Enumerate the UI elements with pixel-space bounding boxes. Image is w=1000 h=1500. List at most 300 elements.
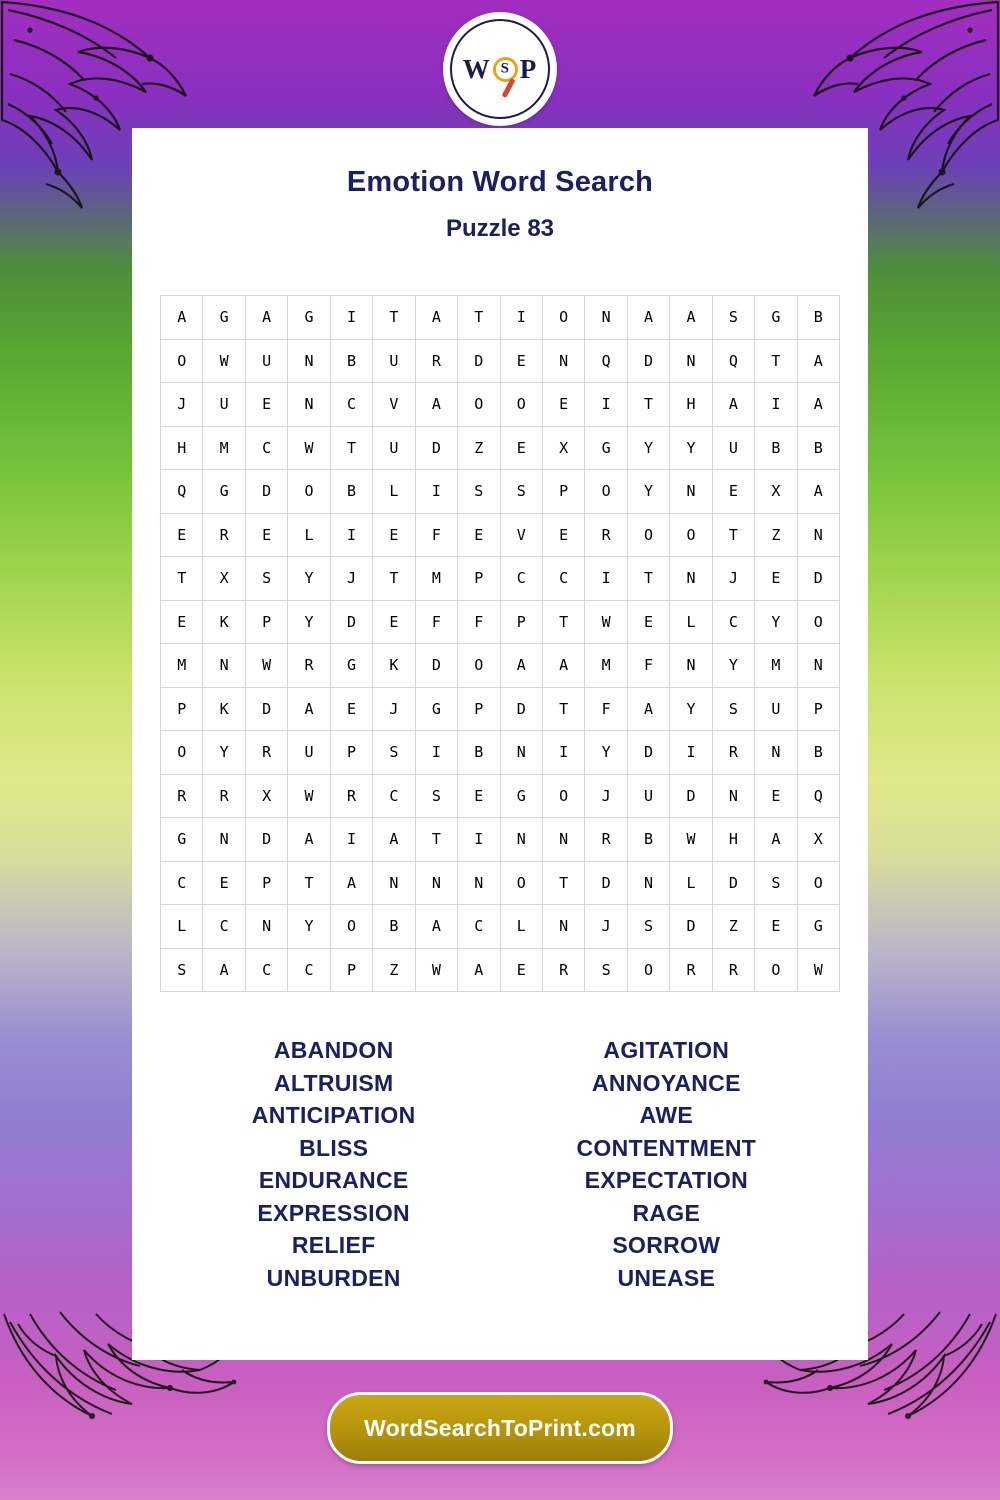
grid-cell[interactable]: R (288, 644, 330, 688)
grid-cell[interactable]: M (161, 644, 203, 688)
grid-cell[interactable]: U (755, 687, 797, 731)
grid-cell[interactable]: N (797, 513, 839, 557)
grid-cell[interactable]: M (415, 557, 457, 601)
word-list-item: ANTICIPATION (251, 1102, 416, 1128)
logo-letter-w: W (462, 53, 491, 84)
grid-cell[interactable]: R (712, 948, 754, 992)
grid-cell[interactable]: K (373, 644, 415, 688)
grid-cell[interactable]: J (585, 905, 627, 949)
grid-cell[interactable]: O (670, 513, 712, 557)
grid-cell[interactable]: U (712, 426, 754, 470)
site-url-badge[interactable] (327, 1392, 673, 1464)
grid-row (161, 426, 840, 470)
grid-cell[interactable]: N (288, 339, 330, 383)
grid-cell[interactable]: H (670, 383, 712, 427)
grid-cell[interactable]: F (415, 513, 457, 557)
grid-cell[interactable]: O (330, 905, 372, 949)
grid-cell[interactable]: L (670, 600, 712, 644)
grid-row (161, 774, 840, 818)
grid-cell[interactable]: J (712, 557, 754, 601)
grid-row (161, 600, 840, 644)
grid-cell[interactable]: D (245, 470, 287, 514)
grid-cell[interactable]: N (542, 818, 584, 862)
grid-cell[interactable]: E (330, 687, 372, 731)
grid-cell[interactable]: D (670, 774, 712, 818)
grid-cell[interactable]: O (755, 948, 797, 992)
grid-cell[interactable]: R (712, 731, 754, 775)
grid-cell[interactable]: J (373, 687, 415, 731)
grid-cell[interactable]: T (373, 296, 415, 340)
grid-cell[interactable]: H (712, 818, 754, 862)
word-list-left-column (192, 1034, 475, 1294)
grid-row (161, 513, 840, 557)
grid-cell[interactable]: B (373, 905, 415, 949)
word-list-item: AWE (639, 1102, 693, 1128)
grid-cell[interactable]: K (203, 600, 245, 644)
grid-row (161, 557, 840, 601)
grid-cell[interactable]: A (542, 644, 584, 688)
grid-cell[interactable]: W (203, 339, 245, 383)
grid-cell[interactable]: C (500, 557, 542, 601)
grid-cell[interactable]: W (797, 948, 839, 992)
magnifier-icon (493, 57, 518, 82)
grid-cell[interactable]: O (627, 513, 669, 557)
word-list-item: UNBURDEN (266, 1264, 401, 1291)
grid-cell[interactable]: T (627, 557, 669, 601)
grid-cell[interactable]: E (542, 513, 584, 557)
grid-cell[interactable]: A (245, 296, 287, 340)
grid-cell[interactable]: F (627, 644, 669, 688)
grid-cell[interactable]: R (415, 339, 457, 383)
grid-cell[interactable]: H (161, 426, 203, 470)
grid-cell[interactable]: B (627, 818, 669, 862)
grid-cell[interactable]: F (458, 600, 500, 644)
grid-cell[interactable]: N (458, 861, 500, 905)
grid-cell[interactable]: L (288, 513, 330, 557)
grid-cell[interactable]: U (373, 426, 415, 470)
grid-cell[interactable]: D (245, 687, 287, 731)
grid-cell[interactable]: S (712, 687, 754, 731)
grid-cell[interactable]: L (670, 861, 712, 905)
logo-circle (450, 19, 550, 119)
grid-cell[interactable]: Z (458, 426, 500, 470)
grid-cell[interactable]: D (627, 339, 669, 383)
grid-cell[interactable]: R (203, 774, 245, 818)
logo-letter-s: S (500, 60, 510, 77)
grid-cell[interactable]: A (288, 818, 330, 862)
grid-cell[interactable]: T (542, 600, 584, 644)
grid-cell[interactable]: O (627, 948, 669, 992)
grid-cell[interactable]: S (373, 731, 415, 775)
grid-cell[interactable]: P (330, 948, 372, 992)
grid-cell[interactable]: W (288, 774, 330, 818)
grid-cell[interactable]: Z (373, 948, 415, 992)
grid-cell[interactable]: Y (288, 557, 330, 601)
grid-cell[interactable]: U (245, 339, 287, 383)
grid-cell[interactable]: P (797, 687, 839, 731)
grid-cell[interactable]: K (203, 687, 245, 731)
grid-cell[interactable]: O (458, 383, 500, 427)
word-list-item: UNEASE (617, 1264, 716, 1291)
grid-cell[interactable]: N (755, 731, 797, 775)
grid-cell[interactable]: G (797, 905, 839, 949)
grid-cell[interactable]: I (415, 470, 457, 514)
grid-cell[interactable]: Y (712, 644, 754, 688)
grid-cell[interactable]: C (712, 600, 754, 644)
grid-cell[interactable]: A (203, 948, 245, 992)
grid-cell[interactable]: Y (755, 600, 797, 644)
grid-cell[interactable]: C (330, 383, 372, 427)
grid-cell[interactable]: C (245, 948, 287, 992)
grid-cell[interactable]: B (797, 296, 839, 340)
grid-cell[interactable]: N (670, 644, 712, 688)
grid-cell[interactable]: P (330, 731, 372, 775)
site-url-label: WordSearchToPrint.com (364, 1414, 636, 1441)
grid-cell[interactable]: R (585, 818, 627, 862)
grid-cell[interactable]: I (330, 513, 372, 557)
grid-cell[interactable]: C (373, 774, 415, 818)
grid-cell[interactable]: B (458, 731, 500, 775)
grid-cell[interactable]: S (712, 296, 754, 340)
grid-cell[interactable]: L (500, 905, 542, 949)
grid-cell[interactable]: N (670, 557, 712, 601)
word-list-item: AGITATION (603, 1037, 730, 1063)
grid-cell[interactable]: O (161, 339, 203, 383)
grid-cell[interactable]: Q (797, 774, 839, 818)
grid-cell[interactable]: I (670, 731, 712, 775)
grid-row (161, 948, 840, 992)
grid-cell[interactable]: R (330, 774, 372, 818)
grid-cell[interactable]: X (797, 818, 839, 862)
grid-cell[interactable]: F (585, 687, 627, 731)
grid-cell[interactable]: Q (585, 339, 627, 383)
grid-cell[interactable]: E (373, 600, 415, 644)
grid-cell[interactable]: A (797, 470, 839, 514)
grid-cell[interactable]: O (288, 470, 330, 514)
grid-cell[interactable]: N (627, 861, 669, 905)
grid-cell[interactable]: B (330, 339, 372, 383)
grid-cell[interactable]: D (330, 600, 372, 644)
grid-cell[interactable]: M (755, 644, 797, 688)
grid-cell[interactable]: N (585, 296, 627, 340)
grid-cell[interactable]: T (712, 513, 754, 557)
grid-cell[interactable]: U (627, 774, 669, 818)
grid-cell[interactable]: R (161, 774, 203, 818)
grid-cell[interactable]: Y (585, 731, 627, 775)
grid-cell[interactable]: B (797, 426, 839, 470)
grid-cell[interactable]: S (415, 774, 457, 818)
grid-cell[interactable]: R (245, 731, 287, 775)
word-list-right-column (525, 1034, 808, 1294)
grid-cell[interactable]: M (585, 644, 627, 688)
logo-letters (463, 54, 538, 85)
grid-cell[interactable]: T (542, 687, 584, 731)
grid-cell[interactable]: N (500, 818, 542, 862)
grid-cell[interactable]: A (161, 296, 203, 340)
grid-cell[interactable]: B (797, 731, 839, 775)
grid-cell[interactable]: A (415, 383, 457, 427)
grid-cell[interactable]: D (415, 644, 457, 688)
grid-cell[interactable]: O (500, 861, 542, 905)
grid-cell[interactable]: A (288, 687, 330, 731)
grid-cell[interactable]: W (245, 644, 287, 688)
grid-cell[interactable]: T (755, 339, 797, 383)
grid-cell[interactable]: O (500, 383, 542, 427)
grid-cell[interactable]: E (755, 557, 797, 601)
grid-cell[interactable]: S (755, 861, 797, 905)
grid-cell[interactable]: D (458, 339, 500, 383)
grid-cell[interactable]: W (288, 426, 330, 470)
grid-cell[interactable]: W (670, 818, 712, 862)
grid-cell[interactable]: I (755, 383, 797, 427)
grid-cell[interactable]: D (627, 731, 669, 775)
grid-cell[interactable]: C (245, 426, 287, 470)
grid-cell[interactable]: I (542, 731, 584, 775)
grid-cell[interactable]: A (373, 818, 415, 862)
logo-letter-p: P (519, 53, 538, 84)
grid-cell[interactable]: Y (627, 426, 669, 470)
grid-cell[interactable]: P (161, 687, 203, 731)
grid-cell[interactable]: Q (161, 470, 203, 514)
grid-row (161, 687, 840, 731)
grid-cell[interactable]: B (330, 470, 372, 514)
grid-cell[interactable]: N (288, 383, 330, 427)
grid-cell[interactable]: E (245, 383, 287, 427)
grid-cell[interactable]: G (161, 818, 203, 862)
grid-cell[interactable]: U (288, 731, 330, 775)
grid-cell[interactable]: G (288, 296, 330, 340)
grid-cell[interactable]: C (161, 861, 203, 905)
grid-cell[interactable]: S (585, 948, 627, 992)
grid-cell[interactable]: J (161, 383, 203, 427)
grid-cell[interactable]: E (458, 513, 500, 557)
grid-cell[interactable]: I (500, 296, 542, 340)
grid-cell[interactable]: S (161, 948, 203, 992)
grid-cell[interactable]: I (330, 296, 372, 340)
grid-cell[interactable]: U (373, 339, 415, 383)
word-list (132, 1034, 868, 1294)
grid-cell[interactable]: Y (288, 600, 330, 644)
grid-cell[interactable]: Y (670, 426, 712, 470)
grid-cell[interactable]: I (585, 383, 627, 427)
grid-cell[interactable]: G (330, 644, 372, 688)
grid-cell[interactable]: V (373, 383, 415, 427)
grid-cell[interactable]: T (161, 557, 203, 601)
grid-cell[interactable]: E (373, 513, 415, 557)
grid-cell[interactable]: D (415, 426, 457, 470)
grid-cell[interactable]: S (458, 470, 500, 514)
grid-cell[interactable]: G (585, 426, 627, 470)
word-search-grid[interactable] (160, 295, 840, 992)
grid-cell[interactable]: N (542, 905, 584, 949)
grid-cell[interactable]: T (288, 861, 330, 905)
grid-cell[interactable]: W (415, 948, 457, 992)
grid-cell[interactable]: T (627, 383, 669, 427)
grid-cell[interactable]: E (500, 339, 542, 383)
grid-row (161, 470, 840, 514)
grid-cell[interactable]: N (670, 470, 712, 514)
grid-cell[interactable]: N (203, 644, 245, 688)
grid-cell[interactable]: N (542, 339, 584, 383)
grid-cell[interactable]: T (542, 861, 584, 905)
grid-cell[interactable]: S (500, 470, 542, 514)
grid-cell[interactable]: E (755, 774, 797, 818)
grid-cell[interactable]: X (755, 470, 797, 514)
grid-cell[interactable]: A (797, 339, 839, 383)
grid-cell[interactable]: Y (670, 687, 712, 731)
grid-cell[interactable]: X (245, 774, 287, 818)
grid-cell[interactable]: T (330, 426, 372, 470)
grid-cell[interactable]: D (670, 905, 712, 949)
puzzle-sheet (132, 128, 868, 1360)
grid-cell[interactable]: R (585, 513, 627, 557)
word-list-item: EXPECTATION (584, 1167, 749, 1193)
word-list-item: ANNOYANCE (591, 1069, 741, 1096)
grid-cell[interactable]: Z (712, 905, 754, 949)
grid-cell[interactable]: Y (288, 905, 330, 949)
grid-cell[interactable]: N (245, 905, 287, 949)
grid-cell[interactable]: A (415, 296, 457, 340)
page-title: Emotion Word Search (346, 166, 654, 198)
grid-cell[interactable]: A (330, 861, 372, 905)
grid-cell[interactable]: P (500, 600, 542, 644)
grid-cell[interactable]: L (161, 905, 203, 949)
grid-cell[interactable]: T (415, 818, 457, 862)
grid-cell[interactable]: A (458, 948, 500, 992)
grid-cell[interactable]: J (585, 774, 627, 818)
word-list-item: EXPRESSION (257, 1199, 410, 1226)
grid-cell[interactable]: P (458, 687, 500, 731)
grid-cell[interactable]: E (755, 905, 797, 949)
grid-cell[interactable]: O (542, 774, 584, 818)
grid-cell[interactable]: E (627, 600, 669, 644)
grid-cell[interactable]: T (373, 557, 415, 601)
grid-cell[interactable]: G (203, 296, 245, 340)
grid-cell[interactable]: U (203, 383, 245, 427)
grid-cell[interactable]: J (330, 557, 372, 601)
grid-cell[interactable]: I (585, 557, 627, 601)
grid-cell[interactable]: A (627, 296, 669, 340)
grid-cell[interactable]: G (203, 470, 245, 514)
grid-cell[interactable]: N (500, 731, 542, 775)
grid-cell[interactable]: O (585, 470, 627, 514)
word-list-item: SORROW (612, 1232, 721, 1258)
grid-cell[interactable]: I (415, 731, 457, 775)
grid-cell[interactable]: V (500, 513, 542, 557)
grid-cell[interactable]: A (670, 296, 712, 340)
grid-cell[interactable]: F (415, 600, 457, 644)
grid-cell[interactable]: O (458, 644, 500, 688)
grid-cell[interactable]: A (755, 818, 797, 862)
grid-cell[interactable]: D (712, 861, 754, 905)
grid-cell[interactable]: E (245, 513, 287, 557)
grid-cell[interactable]: I (458, 818, 500, 862)
grid-cell[interactable]: P (542, 470, 584, 514)
grid-row (161, 383, 840, 427)
grid-cell[interactable]: N (670, 339, 712, 383)
grid-cell[interactable]: O (542, 296, 584, 340)
grid-cell[interactable]: N (712, 774, 754, 818)
grid-cell[interactable]: X (203, 557, 245, 601)
grid-cell[interactable]: E (542, 383, 584, 427)
grid-row (161, 861, 840, 905)
grid-cell[interactable]: A (500, 644, 542, 688)
grid-cell[interactable]: E (712, 470, 754, 514)
grid-cell[interactable]: O (161, 731, 203, 775)
grid-cell[interactable]: L (373, 470, 415, 514)
grid-cell[interactable]: P (245, 600, 287, 644)
grid-cell[interactable]: D (245, 818, 287, 862)
grid-cell[interactable]: M (203, 426, 245, 470)
grid-cell[interactable]: Z (755, 513, 797, 557)
grid-cell[interactable]: X (542, 426, 584, 470)
word-list-item: CONTENTMENT (576, 1134, 757, 1161)
grid-cell[interactable]: O (797, 600, 839, 644)
grid-cell[interactable]: C (288, 948, 330, 992)
grid-cell[interactable]: A (712, 383, 754, 427)
grid-cell[interactable]: N (415, 861, 457, 905)
grid-row (161, 644, 840, 688)
grid-cell[interactable]: D (500, 687, 542, 731)
grid-row (161, 818, 840, 862)
word-list-item: ABANDON (273, 1037, 394, 1063)
grid-cell[interactable]: G (755, 296, 797, 340)
grid-cell[interactable]: E (500, 948, 542, 992)
grid-cell[interactable]: W (585, 600, 627, 644)
grid-cell[interactable]: P (458, 557, 500, 601)
grid-cell[interactable]: T (458, 296, 500, 340)
grid-row (161, 296, 840, 340)
grid-cell[interactable]: C (203, 905, 245, 949)
grid-cell[interactable]: O (797, 861, 839, 905)
grid-cell[interactable]: R (203, 513, 245, 557)
grid-cell[interactable]: A (415, 905, 457, 949)
grid-cell[interactable]: S (245, 557, 287, 601)
grid-cell[interactable]: N (373, 861, 415, 905)
grid-cell[interactable]: G (500, 774, 542, 818)
grid-cell[interactable]: D (797, 557, 839, 601)
grid-cell[interactable]: R (542, 948, 584, 992)
grid-cell[interactable]: Y (627, 470, 669, 514)
grid-cell[interactable]: E (203, 861, 245, 905)
grid-cell[interactable]: Y (203, 731, 245, 775)
grid-cell[interactable]: C (458, 905, 500, 949)
grid-cell[interactable]: A (797, 383, 839, 427)
grid-cell[interactable]: C (542, 557, 584, 601)
grid-cell[interactable]: I (330, 818, 372, 862)
grid-row (161, 731, 840, 775)
grid-cell[interactable]: G (415, 687, 457, 731)
word-list-item: ENDURANCE (258, 1167, 409, 1193)
grid-cell[interactable]: E (458, 774, 500, 818)
grid-cell[interactable]: N (203, 818, 245, 862)
grid-cell[interactable]: N (797, 644, 839, 688)
grid-cell[interactable]: E (161, 513, 203, 557)
grid-cell[interactable]: R (670, 948, 712, 992)
grid-row (161, 905, 840, 949)
site-logo (443, 12, 557, 126)
grid-cell[interactable]: D (585, 861, 627, 905)
grid-cell[interactable]: A (627, 687, 669, 731)
grid-cell[interactable]: P (245, 861, 287, 905)
word-list-item: RELIEF (291, 1232, 376, 1258)
grid-cell[interactable]: E (161, 600, 203, 644)
word-search-grid-wrapper (160, 295, 840, 992)
grid-cell[interactable]: S (627, 905, 669, 949)
grid-cell[interactable]: Q (712, 339, 754, 383)
grid-cell[interactable]: E (500, 426, 542, 470)
grid-cell[interactable]: B (755, 426, 797, 470)
